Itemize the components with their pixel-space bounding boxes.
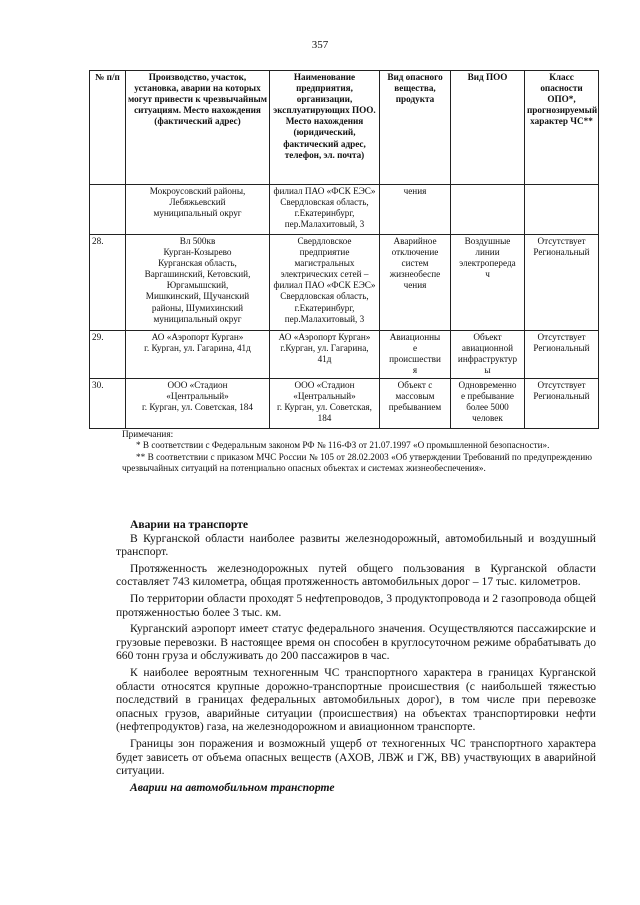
paragraph: Границы зон поражения и возможный ущерб от техногенных ЧС транспортного характера будет зависеть от объема опасных веществ (АХОВ, ЛВЖ и ГЖ, ВВ) участвующих в аварийной ситуации. [116,736,596,778]
substance-cell: Объект с массовым пребыванием [380,379,451,429]
poo-type-cell: Воздушные линии электропереда ч [451,235,525,331]
poo-type-cell: Одновременно е пребывание более 5000 человек [451,379,525,429]
note-federal-law: * В соответствии с Федеральным законом РФ № 116-ФЗ от 21.07.1997 «О промышленной безопасности». [136,440,550,451]
subsection-heading: Аварии на автомобильном транспорте [130,780,335,794]
hazard-class-cell: Отсутствует Региональный [525,379,599,429]
production-cell: ООО «Стадион «Центральный» г. Курган, ул. Советская, 184 [126,379,270,429]
table-row [90,379,599,429]
production-cell: Вл 500кв Курган-Козырево Курганская область, Варгашинский, Кетовский, Юргамышский, Мишкинский, Щучанский районы, Шумихинский муниципальный округ [126,235,270,331]
paragraph: По территории области проходят 5 нефтепроводов, 3 продуктопровода и 2 газопровода общей протяженностью более 3 тыс. км. [116,591,596,619]
table-header-row [90,71,599,185]
notes-title: Примечания: [122,429,174,439]
header-organization: Наименование предприятия, организации, эксплуатирующих ПОО. Место нахождения (юридический, фактический адрес, телефон, эл. почта) [270,71,380,185]
table-row [90,235,599,331]
paragraph: В Курганской области наиболее развиты железнодорожный, автомобильный и воздушный транспорт. [116,531,596,559]
paragraph: Курганский аэропорт имеет статус федерального значения. Осуществляются пассажирские и грузовые перевозки. В настоящее время он способен в круглосуточном режиме обрабатывать до 660 тонн груза и обслуживать до 200 пассажиров в час. [116,622,596,663]
header-production: Производство, участок, установка, аварии на которых могут привести к чрезвычайным ситуациям. Место нахождения (фактический адрес) [126,71,270,185]
hazard-class-cell: Отсутствует Региональный [525,235,599,331]
poo-type-cell [451,185,525,235]
row-number: 29. [90,331,126,379]
header-number: № п/п [90,71,126,185]
row-number [90,185,126,235]
header-substance: Вид опасного вещества, продукта [380,71,451,185]
table-notes [122,429,592,474]
paragraph: Протяженность железнодорожных путей общего пользования в Курганской области составляет 743 километра, общая протяженность автомобильных дорог – 17 тыс. километров. [116,561,596,589]
section-heading: Аварии на транспорте [130,518,249,531]
table-row [90,185,599,235]
row-number: 30. [90,379,126,429]
hazard-class-cell [525,185,599,235]
hazard-class-cell: Отсутствует Региональный [525,331,599,379]
substance-cell: чения [380,185,451,235]
header-poo-type: Вид ПОО [451,71,525,185]
transport-section [116,518,596,794]
substance-cell: Аварийное отключение систем жизнеобеспе чения [380,235,451,331]
organization-cell: Свердловское предприятие магистральных электрических сетей – филиал ПАО «ФСК ЕЭС» Свердловская область, г.Екатеринбург, пер.Малахитовый, 3 [270,235,380,331]
organization-cell: ООО «Стадион «Центральный» г. Курган, ул. Советская, 184 [270,379,380,429]
production-cell: АО «Аэропорт Курган» г. Курган, ул. Гагарина, 41д [126,331,270,379]
table-row [90,331,599,379]
note-mchs-order: ** В соответствии с приказом МЧС России № 105 от 28.02.2003 «Об утверждении Требований по предупреждению чрезвычайных ситуаций на потенциально опасных объектах и системах жизнеобеспечения». [122,451,592,473]
row-number: 28. [90,235,126,331]
substance-cell: Авиационны е происшестви я [380,331,451,379]
paragraph: К наиболее вероятным техногенным ЧС транспортного характера в границах Курганской области относятся крупные дорожно-транспортные происшествия (с наибольшей тяжестью последствий в границах федеральных автомобильных дорог), в том числе при перевозке опасных грузов, аварийные ситуации (происшествия) на объектах транспортировки нефти (нефтепродуктов) газа, на железнодорожном и авиационном транспорте. [116,665,596,734]
hazard-objects-table [89,70,599,429]
page-number: 357 [311,39,329,51]
organization-cell: филиал ПАО «ФСК ЕЭС» Свердловская область, г.Екатеринбург, пер.Малахитовый, 3 [270,185,380,235]
organization-cell: АО «Аэропорт Курган» г.Курган, ул. Гагарина, 41д [270,331,380,379]
header-hazard-class: Класс опасности ОПО*, прогнозируемый характер ЧС** [525,71,599,185]
poo-type-cell: Объект авиационной инфраструктур ы [451,331,525,379]
production-cell: Мокроусовский районы, Лебяжьевский муниципальный округ [126,185,270,235]
